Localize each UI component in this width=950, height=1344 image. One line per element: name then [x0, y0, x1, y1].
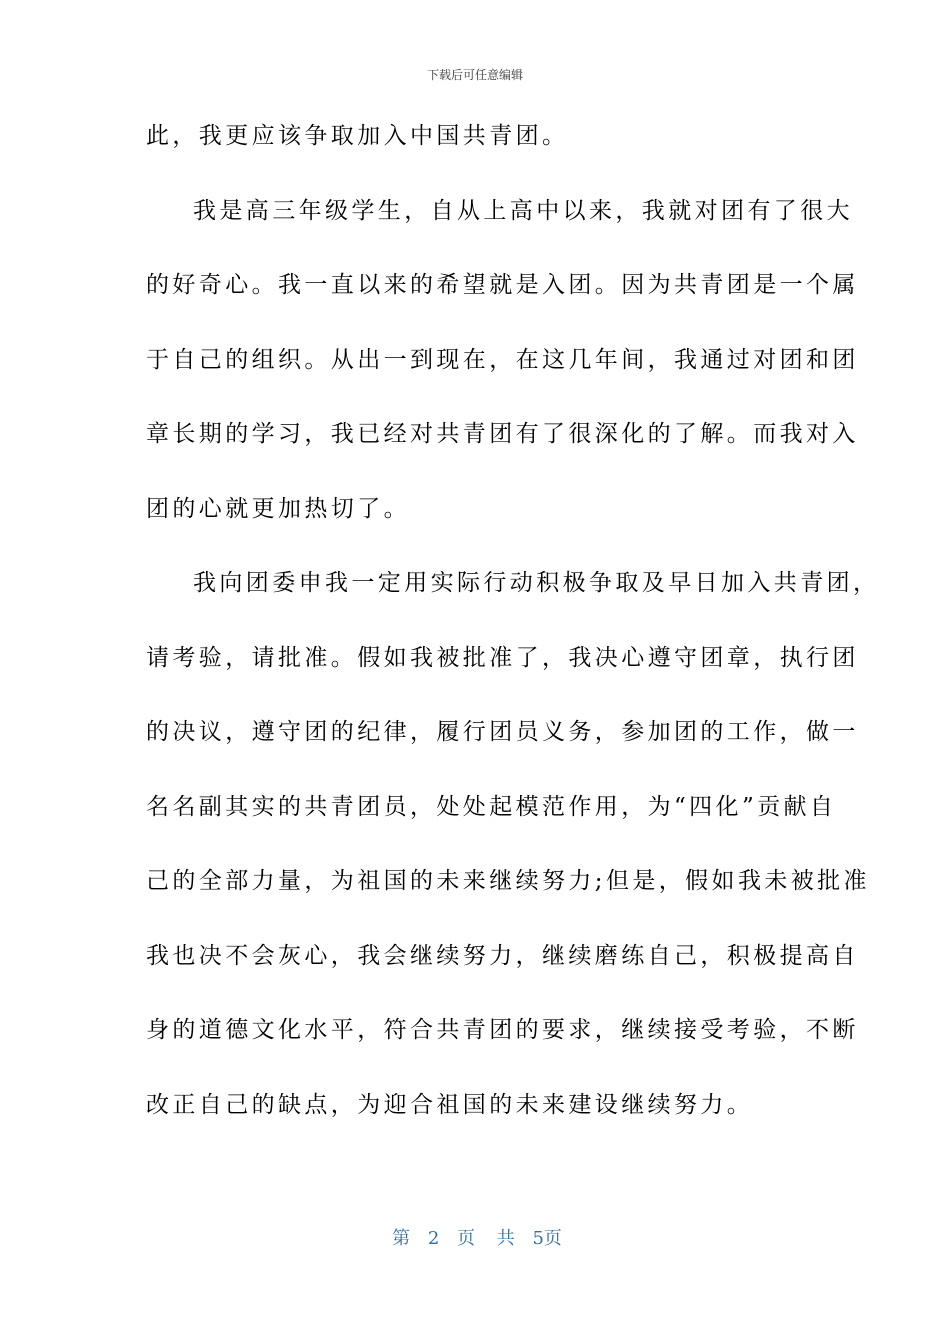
paragraph-line: 改正自己的缺点，为迎合祖国的未来建设继续努力。: [146, 1091, 754, 1118]
paragraph-line: 的好奇心。我一直以来的希望就是入团。因为共青团是一个属: [146, 272, 859, 298]
paragraph-line: 己的全部力量，为祖国的未来继续努力;但是，假如我未被批准: [146, 868, 870, 894]
paragraph-line: 此，我更应该争取加入中国共青团。: [146, 123, 569, 149]
paragraph-line: 我向团委申我一定用实际行动积极争取及早日加入共青团，: [193, 570, 880, 596]
document-body: [146, 121, 880, 1164]
footer-gong: 共: [496, 1228, 515, 1249]
paragraph-line: 我也决不会灰心，我会继续努力，继续磨练自己，积极提高自: [146, 942, 859, 969]
page-footer: [0, 1227, 950, 1251]
paragraph-line: 请考验，请批准。假如我被批准了，我决心遵守团章，执行团: [146, 644, 859, 671]
paragraph-line: 章长期的学习，我已经对共青团有了很深化的了解。而我对入: [146, 421, 859, 447]
paragraph-line: 于自己的组织。从出一到现在，在这几年间，我通过对团和团: [146, 346, 859, 373]
paragraph-line: 名名副其实的共青团员，处处起模范作用，为“四化”贡献自: [146, 793, 837, 820]
footer-page-number: 2: [427, 1228, 440, 1249]
paragraph-line: 我是高三年级学生，自从上高中以来，我就对团有了很大: [193, 197, 853, 224]
footer-ye: 页: [457, 1228, 475, 1249]
paragraph-line: 身的道德文化水平，符合共青团的要求，继续接受考验，不断: [146, 1017, 859, 1043]
paragraph-line: 的决议，遵守团的纪律，履行团员义务，参加团的工作，做一: [146, 719, 859, 745]
page-header-note: 下载后可任意编辑: [426, 68, 523, 82]
footer-total-pages: 5页: [532, 1228, 562, 1249]
footer-di: 第: [392, 1228, 411, 1249]
paragraph-line: 团的心就更加热切了。: [146, 495, 410, 522]
